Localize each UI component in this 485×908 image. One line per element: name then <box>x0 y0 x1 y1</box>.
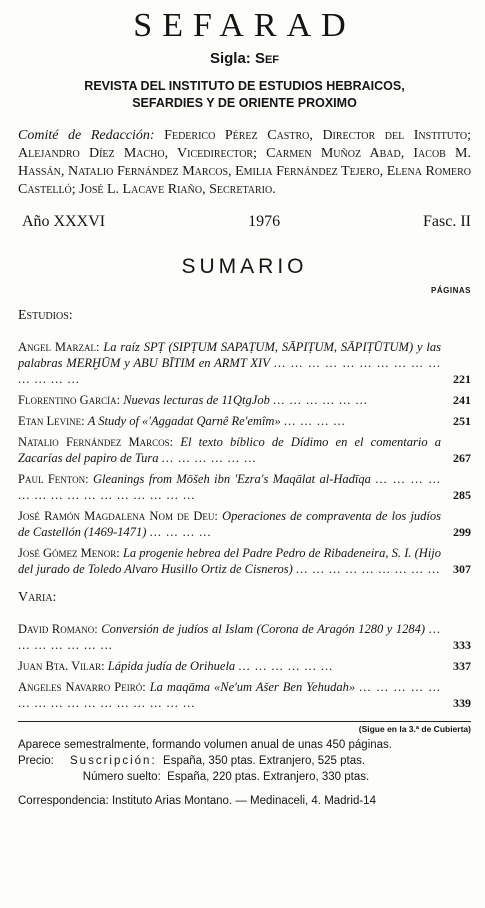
footer-divider <box>18 721 471 722</box>
section-estudios <box>18 307 471 577</box>
entry-page: 285 <box>453 488 471 502</box>
single-issue-price: España, 220 ptas. Extranjero, 330 ptas. <box>167 771 370 783</box>
continued-note: (Sigue en la 3.ª de Cubierta) <box>358 724 471 734</box>
summary-title: SUMARIO <box>181 255 308 278</box>
entry-page: 339 <box>453 696 471 710</box>
price-label: Precio: <box>18 755 54 767</box>
issue-year-label: Año XXXVI <box>22 213 106 230</box>
entry-author: David Romano: <box>18 622 98 636</box>
entry-title: Operaciones de compraventa de los judíos de Castellón (1469-1471) <box>18 509 441 539</box>
toc-entry: Florentino García: Nuevas lecturas de 11QtgJob ... ... ... ... ... ... 241 <box>18 393 471 407</box>
section-varia <box>18 589 471 711</box>
toc-entry: Etan Levine: A Study of «'Aggadat Qarnê Re'emîm» ... ... ... ... 251 <box>18 414 471 428</box>
entry-author: Angeles Navarro Peiró: <box>18 680 146 694</box>
toc-entry: Natalio Fernández Marcos: El texto bíblico de Dídimo en el comentario a Zacarías del papiro de Tura ... ... ... ... ... ... 267 <box>18 435 471 465</box>
footer <box>18 737 471 809</box>
entry-title: La maqāma «Ne'um Ašer Ben Yehudah» <box>149 680 356 694</box>
entry-page: 337 <box>453 659 471 673</box>
entry-author: Paul Fenton: <box>18 472 89 486</box>
entries-list <box>18 339 471 577</box>
correspondence-address: Correspondencia: Instituto Arias Montano. — Medinaceli, 4. Madrid-14 <box>18 795 376 807</box>
toc-entry: José Ramón Magdalena Nom de Deu: Operaciones de compraventa de los judíos de Castellón (1469-1471) ... ... ... ... 299 <box>18 509 471 539</box>
pages-label: PÁGINAS <box>431 286 471 295</box>
entry-page: 333 <box>453 638 471 652</box>
committee-members: Federico Pérez Castro, Director del Instituto; Alejandro Díez Macho, Vicedirector; Carmen Muñoz Abad, Iacob M. Hassán, Natalio Fernández Marcos, Emilia Fernández Tejero, Elena Romero Castelló; José L. Lacave Riaño, Secretario. <box>18 128 472 197</box>
entry-author: Juan Bta. Vilar: <box>18 659 105 673</box>
entry-page: 267 <box>453 451 471 465</box>
issue-fasc: Fasc. II <box>423 213 471 230</box>
toc-entry: David Romano: Conversión de judíos al Islam (Corona de Aragón 1280 y 1284) ... ... ... ... ... ... ... 333 <box>18 622 471 652</box>
sigla-value: Sef <box>254 50 280 67</box>
subscription-price: España, 350 ptas. Extranjero, 525 ptas. <box>163 755 366 767</box>
entry-title: Conversión de judíos al Islam (Corona de Aragón 1280 y 1284) <box>101 622 426 636</box>
section-heading: Varia: <box>18 590 57 605</box>
entry-author: Natalio Fernández Marcos: <box>18 435 174 449</box>
editorial-committee <box>18 127 471 199</box>
entry-page: 299 <box>453 525 471 539</box>
journal-subtitle <box>18 78 471 112</box>
price-row-single <box>18 769 471 785</box>
entry-author: José Gómez Menor: <box>18 546 120 560</box>
subtitle-line-2: SEFARDIES Y DE ORIENTE PROXIMO <box>132 96 357 110</box>
entry-title: La raíz SPṬ (SIPṬUM SAPAṬUM, SĀPIṬUM, SĀPIṬŪTUM) y las palabras MERḪŪM y ABU BĪTIM en ARMT XIV <box>18 340 442 370</box>
journal-page <box>0 8 485 908</box>
entry-page: 251 <box>453 414 471 428</box>
entry-title: El texto bíblico de Dídimo en el comentario a Zacarías del papiro de Tura <box>18 435 442 465</box>
committee-label: Comité de Redacción: <box>18 128 155 143</box>
entries-list <box>18 621 471 711</box>
issue-year: 1976 <box>248 213 281 230</box>
sigla-line <box>18 50 471 68</box>
journal-title: SEFARAD <box>133 7 356 44</box>
entry-author: Angel Marzal: <box>18 340 100 354</box>
toc-entry: José Gómez Menor: La progenie hebrea del Padre Pedro de Ribadeneira, S. I. (Hijo del jurado de Toledo Alvaro Husillo Ortiz de Cisneros) ... ... ... ... ... ... ... ... ... 307 <box>18 546 471 576</box>
subtitle-line-1: REVISTA DEL INSTITUTO DE ESTUDIOS HEBRAICOS, <box>84 79 405 93</box>
toc-entry: Paul Fenton: Gleanings from Mōšeh ibn 'Ezra's Maqālat al-Hadīqa ... ... ... ... ... ... ... ... ... ... ... ... ... ... ... 285 <box>18 472 471 502</box>
price-row-subscription <box>18 753 471 769</box>
entry-page: 307 <box>453 562 471 576</box>
sigla-label: Sigla: <box>209 50 251 67</box>
entry-title: Gleanings from Mōšeh ibn 'Ezra's Maqālat al-Hadīqa <box>93 472 371 486</box>
entry-author: Florentino García: <box>18 393 121 407</box>
entry-title: Lápida judía de Orihuela <box>107 659 236 673</box>
entry-author: Etan Levine: <box>18 414 85 428</box>
subscription-label: Suscripción: <box>70 755 157 767</box>
issue-info <box>18 213 471 231</box>
entry-page: 221 <box>453 372 471 386</box>
single-issue-label: Número suelto: <box>82 771 161 783</box>
entry-page: 241 <box>453 393 471 407</box>
entry-title: La progenie hebrea del Padre Pedro de Ribadeneira, S. I. (Hijo del jurado de Toledo Alvaro Husillo Ortiz de Cisneros) <box>18 546 442 576</box>
toc-entry: Angeles Navarro Peiró: La maqāma «Ne'um Ašer Ben Yehudah» ... ... ... ... ... ... ... ... ... ... ... ... ... ... ... ... 339 <box>18 680 471 710</box>
entry-author: José Ramón Magdalena Nom de Deu: <box>18 509 218 523</box>
publication-note: Aparece semestralmente, formando volumen anual de unas 450 páginas. <box>18 739 392 751</box>
entry-title: Nuevas lecturas de 11QtgJob <box>123 393 270 407</box>
toc-entry: Angel Marzal: La raíz SPṬ (SIPṬUM SAPAṬUM, SĀPIṬUM, SĀPIṬŪTUM) y las palabras MERḪŪM y ABU BĪTIM en ARMT XIV ... ... ... ... ... ... ... ... ... ... ... ... ... ... 221 <box>18 340 471 386</box>
toc-entry: Juan Bta. Vilar: Lápida judía de Orihuela ... ... ... ... ... ... 337 <box>18 659 471 673</box>
entry-title: A Study of «'Aggadat Qarnê Re'emîm» <box>87 414 281 428</box>
section-heading: Estudios: <box>18 308 73 323</box>
